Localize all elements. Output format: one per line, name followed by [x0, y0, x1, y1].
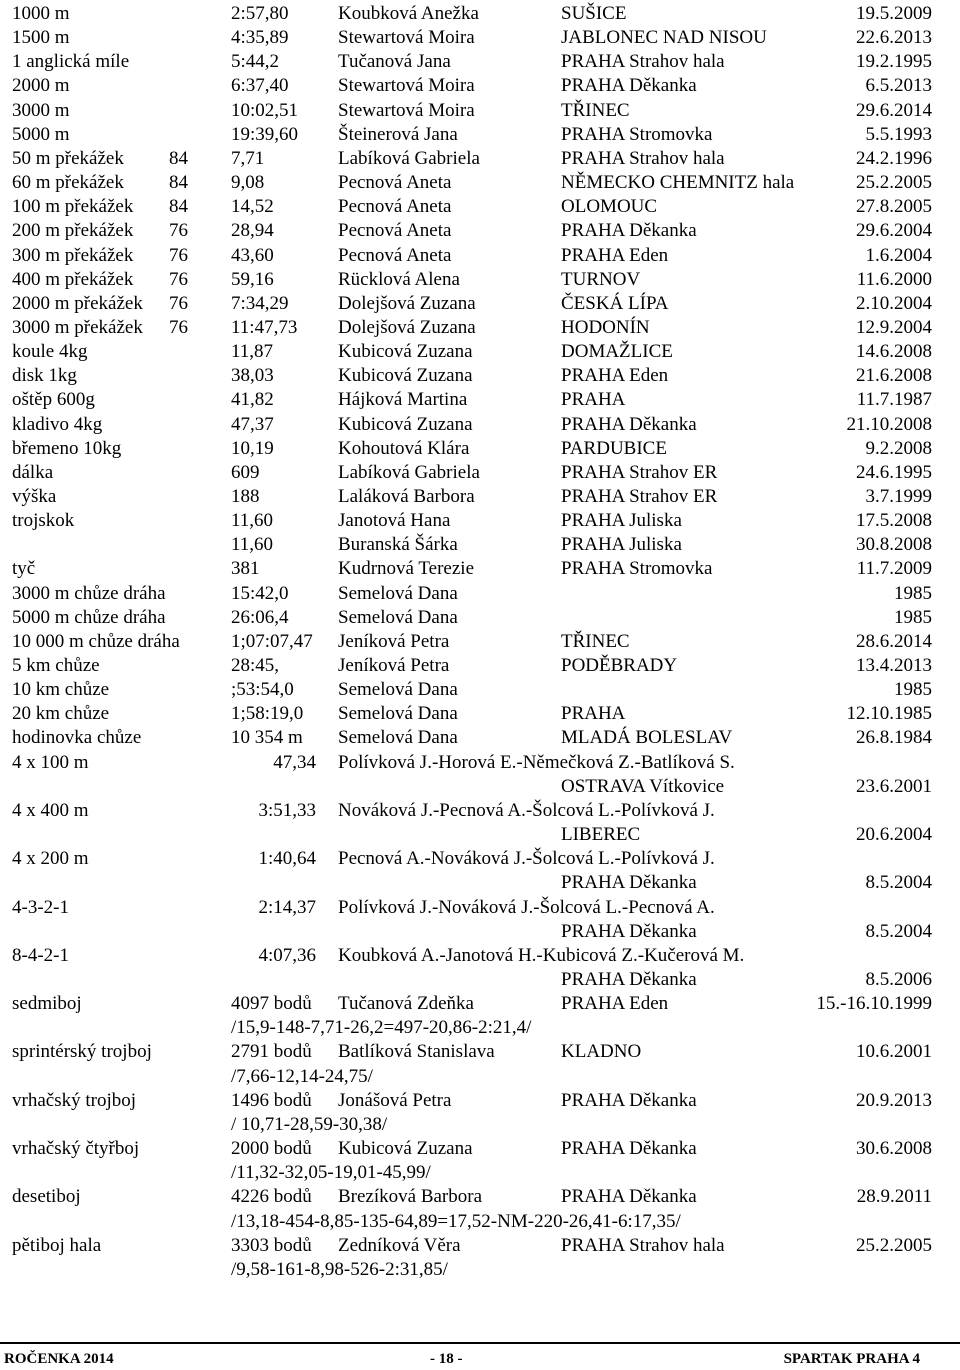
record-date: 3.7.1999 — [865, 486, 932, 507]
venue: TŘINEC — [561, 631, 630, 652]
record-row — [0, 437, 960, 461]
footer-divider — [0, 1342, 960, 1344]
relay-team: Koubková A.-Janotová H.-Kubicová Z.-Kučerová M. — [338, 945, 745, 966]
record-date: 5.5.1993 — [865, 124, 932, 145]
combined-splits: /9,58-161-8,98-526-2:31,85/ — [231, 1259, 448, 1280]
athlete-name: Tučanová Jana — [338, 51, 451, 72]
record-date: 9.2.2008 — [865, 438, 932, 459]
record-row — [0, 74, 960, 98]
performance: 26:06,4 — [231, 607, 289, 628]
record-row — [0, 678, 960, 702]
record-row — [0, 147, 960, 171]
athlete-name: Dolejšová Zuzana — [338, 317, 476, 338]
discipline: břemeno 10kg — [12, 438, 122, 459]
relay-performance: 47,34 — [273, 752, 316, 773]
record-date: 1985 — [894, 607, 932, 628]
venue: PRAHA Eden — [561, 245, 669, 266]
performance: 10,19 — [231, 438, 274, 459]
combined-splits: / 10,71-28,59-30,38/ — [231, 1114, 388, 1135]
combined-points: 4097 bodů — [231, 993, 312, 1014]
performance: 11,60 — [231, 510, 274, 531]
record-row — [0, 219, 960, 243]
record-date: 13.4.2013 — [856, 655, 932, 676]
relay-discipline: 4 x 400 m — [12, 800, 89, 821]
discipline: výška — [12, 486, 57, 507]
athlete-name: Kubicová Zuzana — [338, 365, 473, 386]
hurdle-year: 84 — [169, 172, 188, 193]
record-date: 24.2.1996 — [856, 148, 932, 169]
athlete-name: Kohoutová Klára — [338, 438, 470, 459]
record-row — [0, 123, 960, 147]
performance: 11:47,73 — [231, 317, 298, 338]
venue: ČESKÁ LÍPA — [561, 293, 669, 314]
athlete-name: Labíková Gabriela — [338, 148, 480, 169]
combined-splits: /15,9-148-7,71-26,2=497-20,86-2:21,4/ — [231, 1017, 532, 1038]
relay-discipline: 8-4-2-1 — [12, 945, 69, 966]
discipline: 300 m překážek — [12, 245, 134, 266]
venue: TURNOV — [561, 269, 641, 290]
combined-athlete: Brezíková Barbora — [338, 1186, 483, 1207]
record-row — [0, 195, 960, 219]
athlete-name: Janotová Hana — [338, 510, 451, 531]
performance: 15:42,0 — [231, 583, 289, 604]
record-row — [0, 388, 960, 412]
venue: HODONÍN — [561, 317, 650, 338]
combined-points: 4226 bodů — [231, 1186, 312, 1207]
discipline: 3000 m překážek — [12, 317, 143, 338]
performance: 11,60 — [231, 534, 274, 555]
combined-detail-row — [0, 1113, 960, 1137]
combined-row — [0, 1040, 960, 1064]
record-date: 17.5.2008 — [856, 510, 932, 531]
record-row — [0, 364, 960, 388]
relay-venue: PRAHA Děkanka — [561, 969, 697, 990]
performance: 28,94 — [231, 220, 274, 241]
relay-discipline: 4 x 200 m — [12, 848, 89, 869]
combined-discipline: pětiboj hala — [12, 1235, 102, 1256]
discipline: 10 000 m chůze dráha — [12, 631, 180, 652]
record-date: 22.6.2013 — [856, 27, 932, 48]
performance: 2:57,80 — [231, 3, 289, 24]
discipline: 10 km chůze — [12, 679, 110, 700]
athlete-name: Stewartová Moira — [338, 75, 475, 96]
discipline: 1500 m — [12, 27, 70, 48]
combined-splits: /7,66-12,14-24,75/ — [231, 1066, 373, 1087]
combined-date: 15.-16.10.1999 — [816, 993, 932, 1014]
venue: TŘINEC — [561, 100, 630, 121]
athlete-name: Jeníková Petra — [338, 655, 450, 676]
performance: 28:45, — [231, 655, 280, 676]
combined-detail-row — [0, 1016, 960, 1040]
athlete-name: Pecnová Aneta — [338, 220, 452, 241]
record-date: 11.6.2000 — [856, 269, 932, 290]
relay-date: 23.6.2001 — [856, 776, 932, 797]
record-date: 14.6.2008 — [856, 341, 932, 362]
performance: 381 — [231, 558, 260, 579]
combined-date: 28.9.2011 — [856, 1186, 932, 1207]
performance: ;53:54,0 — [231, 679, 294, 700]
combined-splits: /13,18-454-8,85-135-64,89=17,52-NM-220-26,41-6:17,35/ — [231, 1211, 681, 1232]
record-row — [0, 606, 960, 630]
performance: 609 — [231, 462, 260, 483]
athlete-name: Rücklová Alena — [338, 269, 460, 290]
combined-athlete: Batlíková Stanislava — [338, 1041, 495, 1062]
athlete-name: Labíková Gabriela — [338, 462, 480, 483]
combined-detail-row — [0, 1161, 960, 1185]
record-date: 27.8.2005 — [856, 196, 932, 217]
discipline: kladivo 4kg — [12, 414, 103, 435]
venue: PRAHA Strahov hala — [561, 148, 725, 169]
combined-points: 3303 bodů — [231, 1235, 312, 1256]
venue: PRAHA — [561, 389, 626, 410]
venue: DOMAŽLICE — [561, 341, 673, 362]
venue: PRAHA Juliska — [561, 534, 682, 555]
relay-discipline: 4-3-2-1 — [12, 897, 69, 918]
hurdle-year: 76 — [169, 269, 188, 290]
performance: 38,03 — [231, 365, 274, 386]
relay-team: Nováková J.-Pecnová A.-Šolcová L.-Polívková J. — [338, 800, 715, 821]
combined-discipline: sedmiboj — [12, 993, 82, 1014]
record-date: 6.5.2013 — [865, 75, 932, 96]
athlete-name: Semelová Dana — [338, 607, 458, 628]
combined-venue: PRAHA Děkanka — [561, 1138, 697, 1159]
relay-venue-row — [0, 871, 960, 895]
relay-date: 8.5.2006 — [865, 969, 932, 990]
relay-row — [0, 751, 960, 775]
record-date: 21.10.2008 — [846, 414, 932, 435]
performance: 7:34,29 — [231, 293, 289, 314]
combined-date: 30.6.2008 — [856, 1138, 932, 1159]
record-date: 11.7.2009 — [856, 558, 932, 579]
record-row — [0, 654, 960, 678]
record-row — [0, 316, 960, 340]
relay-performance: 2:14,37 — [258, 897, 316, 918]
record-row — [0, 26, 960, 50]
venue: PRAHA Strahov ER — [561, 462, 718, 483]
combined-athlete: Tučanová Zdeňka — [338, 993, 474, 1014]
discipline: 5000 m — [12, 124, 70, 145]
athlete-name: Hájková Martina — [338, 389, 468, 410]
discipline: 3000 m — [12, 100, 70, 121]
venue: SUŠICE — [561, 3, 627, 24]
relay-venue: OSTRAVA Vítkovice — [561, 776, 725, 797]
discipline: 200 m překážek — [12, 220, 134, 241]
venue: PRAHA Stromovka — [561, 558, 713, 579]
performance: 11,87 — [231, 341, 274, 362]
performance: 7,71 — [231, 148, 265, 169]
record-date: 1.6.2004 — [865, 245, 932, 266]
relay-venue-row — [0, 920, 960, 944]
record-row — [0, 50, 960, 74]
hurdle-year: 84 — [169, 196, 188, 217]
record-row — [0, 533, 960, 557]
discipline: 1 anglická míle — [12, 51, 130, 72]
venue: PODĚBRADY — [561, 655, 678, 676]
combined-venue: PRAHA Děkanka — [561, 1186, 697, 1207]
record-date: 1985 — [894, 679, 932, 700]
venue: PRAHA Strahov hala — [561, 51, 725, 72]
athlete-name: Kubicová Zuzana — [338, 341, 473, 362]
venue: OLOMOUC — [561, 196, 658, 217]
record-row — [0, 630, 960, 654]
athlete-name: Semelová Dana — [338, 583, 458, 604]
hurdle-year: 84 — [169, 148, 188, 169]
athlete-name: Koubková Anežka — [338, 3, 479, 24]
relay-date: 8.5.2004 — [865, 921, 932, 942]
relay-discipline: 4 x 100 m — [12, 752, 89, 773]
venue: PRAHA Děkanka — [561, 220, 697, 241]
record-row — [0, 702, 960, 726]
record-row — [0, 268, 960, 292]
footer-club-name: SPARTAK PRAHA 4 — [783, 1351, 920, 1367]
athlete-name: Pecnová Aneta — [338, 172, 452, 193]
record-row — [0, 2, 960, 26]
discipline: tyč — [12, 558, 36, 579]
record-date: 21.6.2008 — [856, 365, 932, 386]
combined-discipline: vrhačský čtyřboj — [12, 1138, 140, 1159]
performance: 1;07:07,47 — [231, 631, 313, 652]
discipline: 1000 m — [12, 3, 70, 24]
combined-row — [0, 1234, 960, 1258]
record-row — [0, 485, 960, 509]
discipline: hodinovka chůze — [12, 727, 142, 748]
record-date: 12.9.2004 — [856, 317, 932, 338]
footer-yearbook-title: ROČENKA 2014 — [4, 1351, 114, 1367]
record-row — [0, 557, 960, 581]
relay-date: 20.6.2004 — [856, 824, 932, 845]
record-date: 12.10.1985 — [846, 703, 932, 724]
athlete-name: Semelová Dana — [338, 703, 458, 724]
discipline: 20 km chůze — [12, 703, 110, 724]
athlete-name: Semelová Dana — [338, 727, 458, 748]
athlete-name: Stewartová Moira — [338, 100, 475, 121]
footer-page-number: - 18 - — [430, 1351, 463, 1367]
combined-discipline: desetiboj — [12, 1186, 81, 1207]
relay-performance: 4:07,36 — [258, 945, 316, 966]
performance: 1;58:19,0 — [231, 703, 304, 724]
combined-row — [0, 1137, 960, 1161]
athlete-name: Stewartová Moira — [338, 27, 475, 48]
performance: 5:44,2 — [231, 51, 280, 72]
discipline: 400 m překážek — [12, 269, 134, 290]
athlete-name: Pecnová Aneta — [338, 196, 452, 217]
performance: 59,16 — [231, 269, 274, 290]
discipline: 100 m překážek — [12, 196, 134, 217]
performance: 188 — [231, 486, 260, 507]
performance: 41,82 — [231, 389, 274, 410]
venue: PRAHA Děkanka — [561, 75, 697, 96]
record-date: 19.5.2009 — [856, 3, 932, 24]
record-date: 19.2.1995 — [856, 51, 932, 72]
combined-date: 20.9.2013 — [856, 1090, 932, 1111]
performance: 14,52 — [231, 196, 274, 217]
record-date: 24.6.1995 — [856, 462, 932, 483]
discipline: 2000 m — [12, 75, 70, 96]
athlete-name: Šteinerová Jana — [338, 124, 458, 145]
combined-discipline: sprintérský trojboj — [12, 1041, 152, 1062]
record-date: 25.2.2005 — [856, 172, 932, 193]
relay-date: 8.5.2004 — [865, 872, 932, 893]
venue: PRAHA Eden — [561, 365, 669, 386]
relay-venue-row — [0, 775, 960, 799]
record-row — [0, 340, 960, 364]
combined-row — [0, 1089, 960, 1113]
relay-row — [0, 799, 960, 823]
combined-detail-row — [0, 1065, 960, 1089]
record-date: 29.6.2014 — [856, 100, 932, 121]
performance: 6:37,40 — [231, 75, 289, 96]
relay-row — [0, 847, 960, 871]
record-date: 29.6.2004 — [856, 220, 932, 241]
combined-detail-row — [0, 1210, 960, 1234]
performance: 4:35,89 — [231, 27, 289, 48]
athlete-name: Kudrnová Terezie — [338, 558, 475, 579]
venue: NĚMECKO CHEMNITZ hala — [561, 172, 795, 193]
combined-date: 10.6.2001 — [856, 1041, 932, 1062]
combined-venue: PRAHA Eden — [561, 993, 669, 1014]
combined-venue: PRAHA Strahov hala — [561, 1235, 725, 1256]
relay-venue: PRAHA Děkanka — [561, 872, 697, 893]
venue: PRAHA Juliska — [561, 510, 682, 531]
discipline: 60 m překážek — [12, 172, 124, 193]
hurdle-year: 76 — [169, 317, 188, 338]
venue: PRAHA Děkanka — [561, 414, 697, 435]
athlete-name: Dolejšová Zuzana — [338, 293, 476, 314]
performance: 10 354 m — [231, 727, 303, 748]
record-date: 28.6.2014 — [856, 631, 932, 652]
discipline: 3000 m chůze dráha — [12, 583, 166, 604]
performance: 9,08 — [231, 172, 265, 193]
athlete-name: Kubicová Zuzana — [338, 414, 473, 435]
record-row — [0, 461, 960, 485]
venue: PRAHA Strahov ER — [561, 486, 718, 507]
relay-team: Polívková J.-Horová E.-Němečková Z.-Batlíková S. — [338, 752, 735, 773]
hurdle-year: 76 — [169, 293, 188, 314]
record-row — [0, 413, 960, 437]
venue: PRAHA — [561, 703, 626, 724]
relay-performance: 3:51,33 — [258, 800, 316, 821]
performance: 10:02,51 — [231, 100, 299, 121]
combined-row — [0, 1185, 960, 1209]
discipline: 5000 m chůze dráha — [12, 607, 166, 628]
record-row — [0, 509, 960, 533]
performance: 19:39,60 — [231, 124, 299, 145]
combined-row — [0, 992, 960, 1016]
discipline: 2000 m překážek — [12, 293, 143, 314]
relay-row — [0, 944, 960, 968]
venue: PARDUBICE — [561, 438, 667, 459]
athlete-name: Laláková Barbora — [338, 486, 475, 507]
relay-row — [0, 896, 960, 920]
record-row — [0, 99, 960, 123]
relay-team: Pecnová A.-Nováková J.-Šolcová L.-Polívková J. — [338, 848, 715, 869]
discipline: 50 m překážek — [12, 148, 124, 169]
performance: 43,60 — [231, 245, 274, 266]
record-date: 11.7.1987 — [856, 389, 932, 410]
discipline: dálka — [12, 462, 54, 483]
combined-athlete: Zedníková Věra — [338, 1235, 461, 1256]
record-row — [0, 582, 960, 606]
athlete-name: Semelová Dana — [338, 679, 458, 700]
combined-date: 25.2.2005 — [856, 1235, 932, 1256]
discipline: oštěp 600g — [12, 389, 95, 410]
combined-athlete: Kubicová Zuzana — [338, 1138, 473, 1159]
athlete-name: Jeníková Petra — [338, 631, 450, 652]
athlete-name: Pecnová Aneta — [338, 245, 452, 266]
combined-points: 1496 bodů — [231, 1090, 312, 1111]
relay-performance: 1:40,64 — [258, 848, 316, 869]
performance: 47,37 — [231, 414, 274, 435]
relay-team: Polívková J.-Nováková J.-Šolcová L.-Pecnová A. — [338, 897, 715, 918]
combined-discipline: vrhačský trojboj — [12, 1090, 137, 1111]
discipline: 5 km chůze — [12, 655, 100, 676]
relay-venue-row — [0, 968, 960, 992]
relay-venue-row — [0, 823, 960, 847]
record-date: 26.8.1984 — [856, 727, 932, 748]
combined-detail-row — [0, 1258, 960, 1282]
record-row — [0, 244, 960, 268]
relay-venue: PRAHA Děkanka — [561, 921, 697, 942]
record-date: 30.8.2008 — [856, 534, 932, 555]
record-row — [0, 171, 960, 195]
venue: MLADÁ BOLESLAV — [561, 727, 733, 748]
record-row — [0, 726, 960, 750]
combined-points: 2000 bodů — [231, 1138, 312, 1159]
combined-athlete: Jonášová Petra — [338, 1090, 452, 1111]
record-date: 1985 — [894, 583, 932, 604]
combined-splits: /11,32-32,05-19,01-45,99/ — [231, 1162, 431, 1183]
record-row — [0, 292, 960, 316]
hurdle-year: 76 — [169, 220, 188, 241]
relay-venue: LIBEREC — [561, 824, 641, 845]
discipline: disk 1kg — [12, 365, 77, 386]
combined-venue: PRAHA Děkanka — [561, 1090, 697, 1111]
venue: JABLONEC NAD NISOU — [561, 27, 767, 48]
discipline: koule 4kg — [12, 341, 88, 362]
discipline: trojskok — [12, 510, 75, 531]
venue: PRAHA Stromovka — [561, 124, 713, 145]
combined-points: 2791 bodů — [231, 1041, 312, 1062]
athlete-name: Buranská Šárka — [338, 534, 458, 555]
hurdle-year: 76 — [169, 245, 188, 266]
record-date: 2.10.2004 — [856, 293, 932, 314]
combined-venue: KLADNO — [561, 1041, 642, 1062]
